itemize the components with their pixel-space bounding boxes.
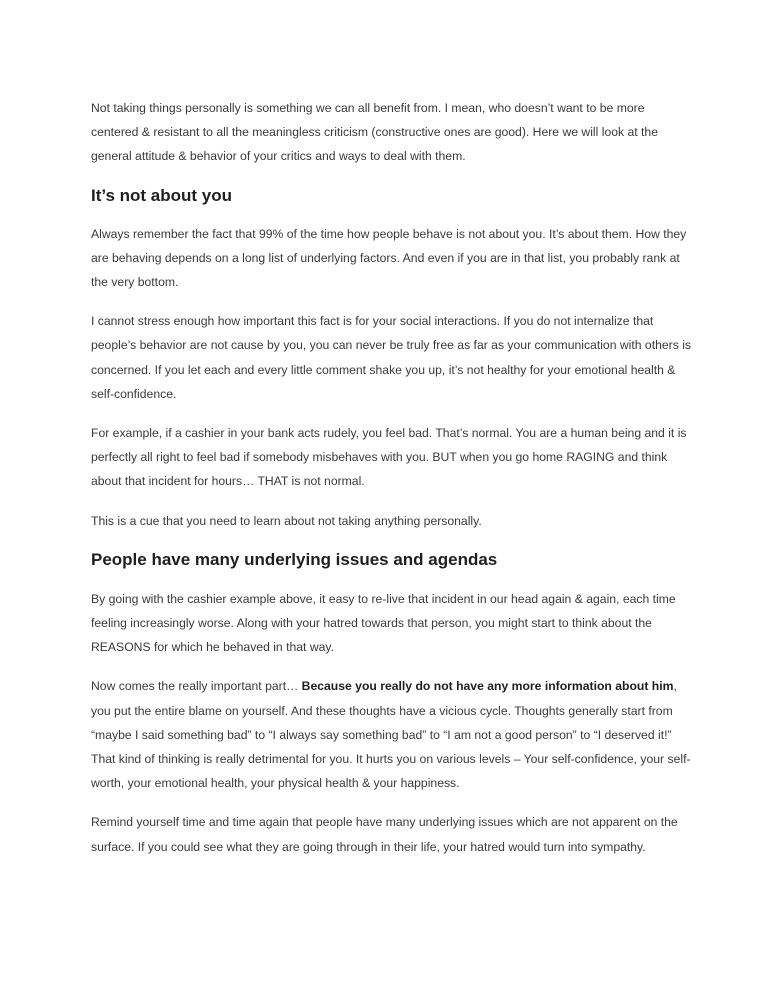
paragraph: I cannot stress enough how important this fact is for your social interactions. If you do not internalize that people’s behavior are not cause by you, you can never be truly free as far as your communication with others is concerned. If you let each and every little comment shake you up, it’s not healthy for your emotional health & self-confidence.	[91, 314, 691, 401]
paragraph: This is a cue that you need to learn about not taking anything personally.	[91, 513, 482, 528]
paragraph: For example, if a cashier in your bank acts rudely, you feel bad. That’s normal. You are a human being and it is perfectly all right to feel bad if somebody misbehaves with you. BUT when you go home RAGING and think about that incident for hours… THAT is not normal.	[91, 426, 687, 489]
section-heading-underlying-issues: People have many underlying issues and agendas	[91, 549, 498, 569]
intro-paragraph: Not taking things personally is something we can all benefit from. I mean, who doesn’t want to be more centered & resistant to all the meaningless criticism (constructive ones are good). Here we will look at the general attitude & behavior of your critics and ways to deal with them.	[91, 101, 658, 164]
paragraph: Always remember the fact that 99% of the time how people behave is not about you. It’s about them. How they are behaving depends on a long list of underlying factors. And even if you are in that list, you probably rank at the very bottom.	[91, 226, 687, 290]
paragraph-rest: , you put the entire blame on yourself. And these thoughts have a vicious cycle. Thoughts generally start from “maybe I said something bad” to “I always say something bad” to “I am not a good person” to “I deserved it!”	[91, 679, 677, 742]
paragraph: That kind of thinking is really detrimental for you. It hurts you on various levels – Your self-confidence, your self-worth, your emotional health, your physical health & your happiness.	[91, 752, 691, 791]
paragraph-lead: Now comes the really important part…	[91, 679, 302, 694]
paragraph: By going with the cashier example above, it easy to re-live that incident in our head again & again, each time feeling increasingly worse. Along with your hatred towards that person, you might start to think about the REASONS for which he behaved in that way.	[91, 591, 676, 655]
emphasis-text: Because you really do not have any more information about him	[301, 679, 674, 694]
paragraph: Remind yourself time and time again that people have many underlying issues which are not apparent on the surface. If you could see what they are going through in their life, your hatred would turn into sympathy.	[91, 815, 678, 854]
section-heading-not-about-you: It’s not about you	[91, 185, 233, 205]
paragraph-with-emphasis	[91, 674, 691, 747]
document-body	[91, 96, 691, 859]
